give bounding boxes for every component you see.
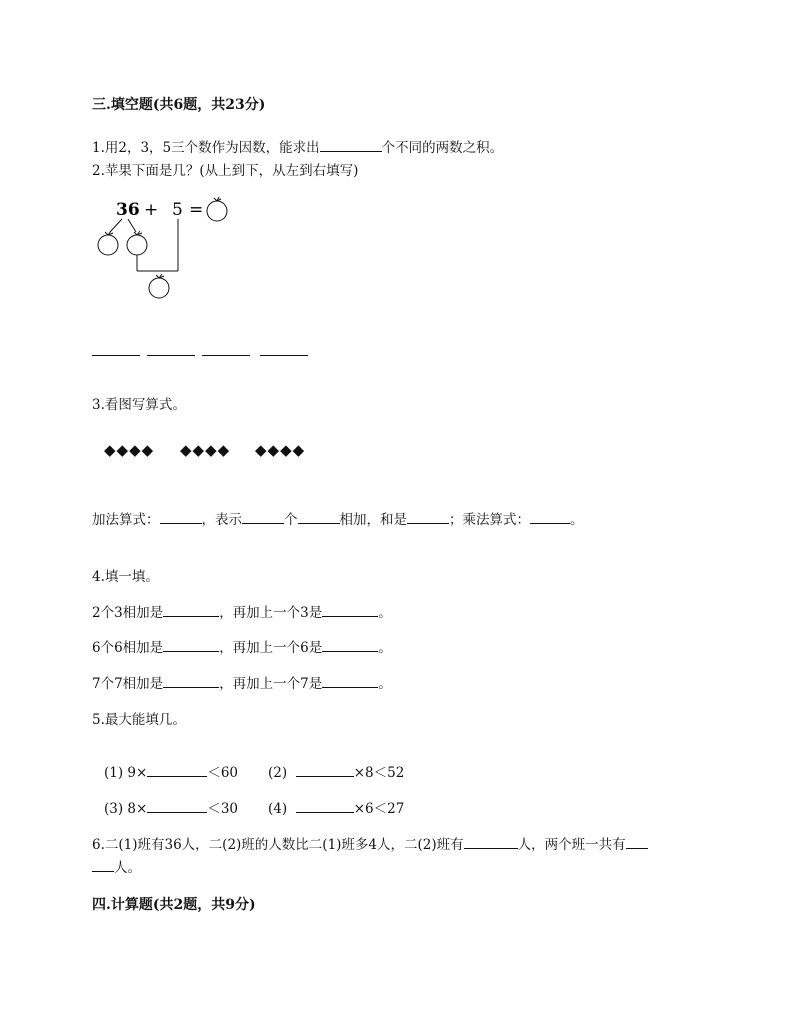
question-3-answer-line: [92, 508, 584, 528]
add-label: 加法算式：: [92, 512, 160, 528]
question-5-text: 5.最大能填几。: [92, 712, 186, 728]
q6-class2-blank[interactable]: [464, 835, 518, 849]
q2-answer-blank-2[interactable]: [147, 355, 195, 356]
q2-answer-blank-4[interactable]: [260, 355, 308, 356]
question-3-text: 3.看图写算式。: [92, 397, 186, 413]
q4-row-label: ，再加上一个6是: [219, 640, 323, 656]
semicolon: ；: [449, 512, 463, 528]
q4-row-label: ，再加上一个3是: [219, 605, 323, 621]
q5-item-3: [104, 797, 238, 817]
mul-label: 乘法算式：: [462, 512, 530, 528]
q6-total-blank[interactable]: [626, 835, 648, 849]
period: 。: [570, 512, 584, 528]
diamond-group-3: ◆◆◆◆: [255, 441, 306, 459]
q4-blank[interactable]: [322, 638, 378, 652]
q6-text: 6.二(1)班有36人，二(2)班的人数比二(1)班多4人，二(2)班有: [92, 837, 464, 853]
q2-answer-blank-3[interactable]: [202, 355, 250, 356]
q4-row-label: ，再加上一个7是: [219, 676, 323, 692]
q4-row-label: 2个3相加是: [92, 605, 164, 621]
q5-item-2: [268, 761, 404, 781]
q5-blank[interactable]: [147, 763, 207, 777]
q1-text-after: 个不同的两数之积。: [381, 140, 504, 156]
q5-blank[interactable]: [296, 763, 354, 777]
sum-label: 相加，和是: [339, 512, 407, 528]
q5-item-4: [268, 797, 404, 817]
apple-tree-figure: [92, 194, 252, 306]
apple-icon[interactable]: [207, 197, 227, 221]
count-blank[interactable]: [298, 510, 340, 524]
mul-equation-blank[interactable]: [530, 510, 570, 524]
question-2-text: 2.苹果下面是几？(从上到下，从左到右填写): [92, 163, 359, 179]
item-suffix: ×8＜52: [353, 765, 405, 781]
q4-blank[interactable]: [163, 603, 219, 617]
q4-blank[interactable]: [322, 674, 378, 688]
figure-number-36: 36: [116, 200, 140, 220]
item-number: (1): [104, 765, 124, 781]
q4-blank[interactable]: [163, 674, 219, 688]
means-label: 表示: [215, 512, 242, 528]
item-suffix: ×6＜27: [353, 801, 405, 817]
section-heading-fill-blank: 三.填空题(共6题，共23分): [92, 97, 266, 113]
q5-blank[interactable]: [147, 799, 207, 813]
item-number: (4): [268, 801, 288, 817]
item-number: (2): [268, 765, 288, 781]
question-6-line-2: [92, 856, 141, 876]
figure-equals-sign: =: [189, 200, 204, 220]
diamond-group-2: ◆◆◆◆: [180, 441, 231, 459]
q4-row-1: [92, 601, 392, 621]
question-6-line-1: [92, 833, 648, 853]
sum-blank[interactable]: [407, 510, 449, 524]
item-number: (3): [104, 801, 124, 817]
item-suffix: ＜30: [207, 801, 239, 817]
branch-line: [110, 219, 122, 232]
q4-blank[interactable]: [322, 603, 378, 617]
item-suffix: ＜60: [207, 765, 239, 781]
addend-blank[interactable]: [242, 510, 284, 524]
q4-blank[interactable]: [163, 638, 219, 652]
diamond-group-1: ◆◆◆◆: [104, 441, 155, 459]
section-heading-calculation: 四.计算题(共2题，共9分): [92, 897, 256, 913]
apple-icon[interactable]: [98, 231, 118, 255]
q4-row-2: [92, 636, 392, 656]
q6-total-blank-cont[interactable]: [92, 858, 114, 872]
comma: ，: [201, 512, 215, 528]
q4-row-label: 6个6相加是: [92, 640, 164, 656]
q4-row-3: [92, 672, 392, 692]
q5-item-1: [104, 761, 238, 781]
q1-text-before: 1.用2，3，5三个数作为因数，能求出: [92, 140, 320, 156]
item-prefix: 8×: [127, 801, 148, 817]
period: 。: [378, 640, 392, 656]
question-4-text: 4.填一填。: [92, 569, 159, 585]
q6-text: 人。: [114, 860, 141, 876]
apple-icon[interactable]: [149, 274, 169, 298]
q5-blank[interactable]: [296, 799, 354, 813]
branch-line: [128, 219, 136, 232]
figure-plus-sign: +: [144, 200, 159, 220]
figure-number-5: 5: [172, 200, 183, 220]
ge-label: 个: [284, 512, 298, 528]
period: 。: [378, 676, 392, 692]
q6-text: 人，两个班一共有: [517, 837, 626, 853]
question-1: [92, 136, 503, 156]
add-equation-blank[interactable]: [160, 510, 202, 524]
q1-answer-blank[interactable]: [320, 138, 382, 152]
apple-icon[interactable]: [127, 231, 147, 255]
item-prefix: 9×: [127, 765, 148, 781]
q2-answer-blank-1[interactable]: [92, 355, 140, 356]
q4-row-label: 7个7相加是: [92, 676, 164, 692]
period: 。: [378, 605, 392, 621]
